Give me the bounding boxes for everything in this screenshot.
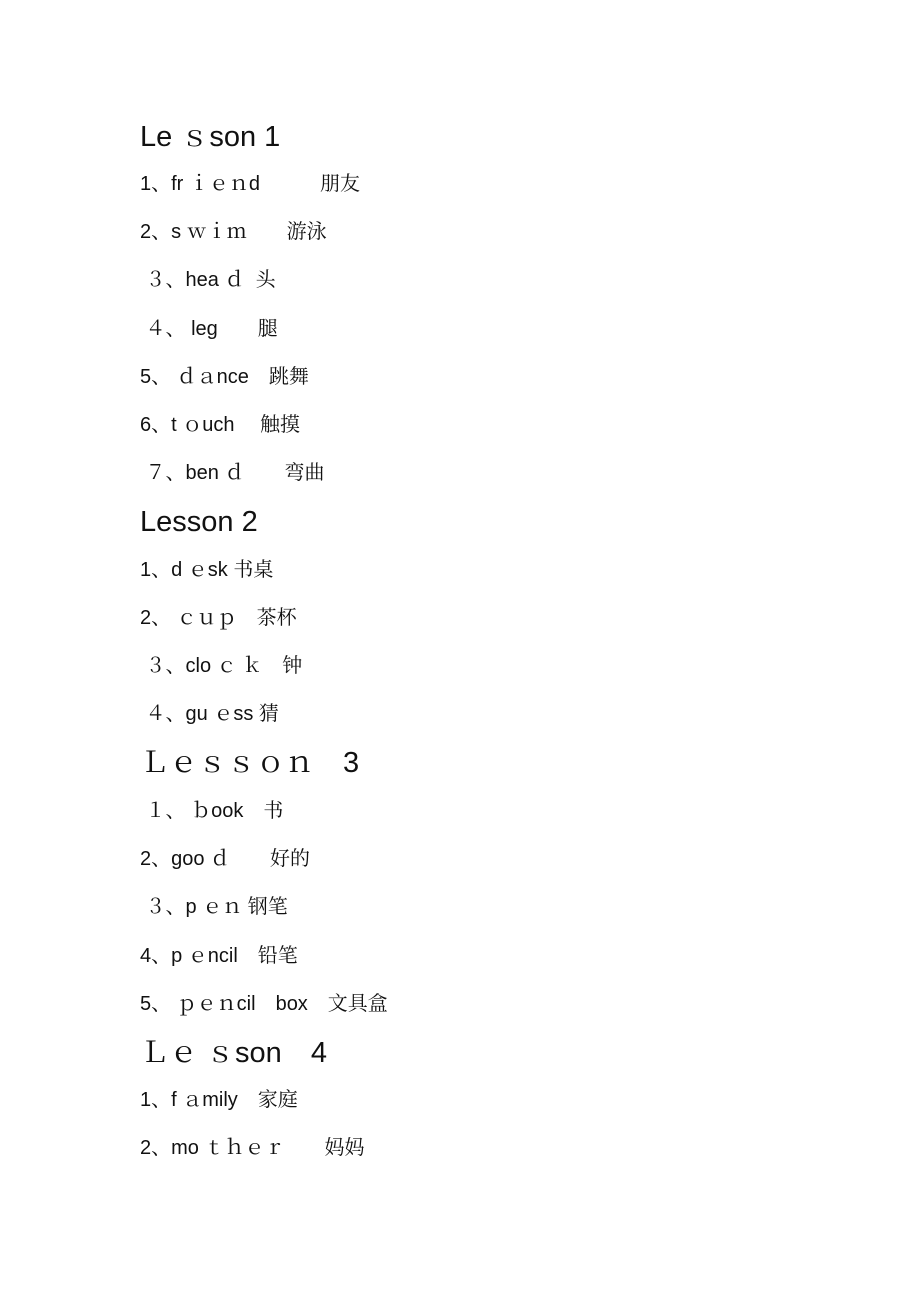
lesson-4-title: Ｌｅ ｓson 4 [140,1037,327,1069]
vocab-item: 2、 ｃｕｐ 茶杯 [140,607,297,629]
vocab-item: ３、p ｅｎ 钢笔 [140,896,288,918]
lesson-3-title: Ｌｅｓｓｏｎ 3 [140,747,360,779]
vocab-item: １、 ｂook 书 [140,800,284,822]
vocab-item: ３、hea ｄ 头 [140,269,276,291]
lesson-1-title: Le ｓson 1 [140,121,281,153]
vocab-item: 5、 ｄａnce 跳舞 [140,366,309,388]
vocab-item: 2、mo ｔｈｅｒ 妈妈 [140,1137,365,1159]
vocab-item: ７、ben ｄ 弯曲 [140,462,325,484]
lesson-2-title: Lesson 2 [140,506,258,538]
vocab-item: 6、t ｏuch 触摸 [140,414,301,436]
vocab-item: 5、 ｐｅｎcil box 文具盒 [140,993,388,1015]
vocab-item: 4、p ｅncil 铅笔 [140,945,298,967]
vocab-item: 2、goo ｄ 好的 [140,848,311,870]
vocab-item: 2、s ｗｉｍ 游泳 [140,221,327,243]
vocab-item: ３、clo ｃ ｋ 钟 [140,655,303,677]
vocab-item: 1、d ｅsk 书桌 [140,559,274,581]
vocab-item: 1、fr ｉｅｎd 朋友 [140,173,361,195]
vocab-item: ４、gu ｅss 猜 [140,703,279,725]
vocab-item: 1、f ａmily 家庭 [140,1089,298,1111]
vocab-item: ４、 leg 腿 [140,318,278,340]
